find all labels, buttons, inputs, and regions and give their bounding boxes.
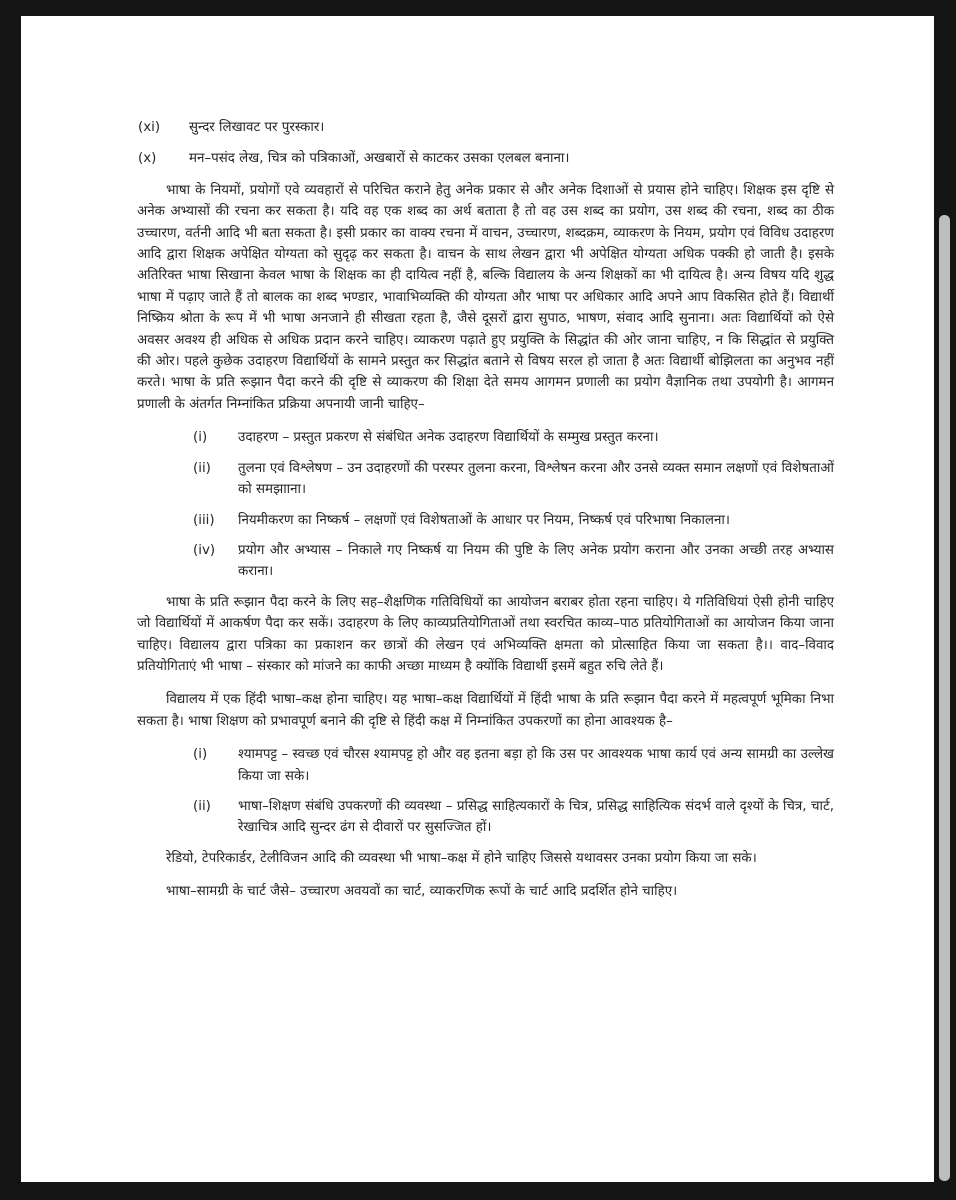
list-text: नियमीकरण का निष्कर्ष – लक्षणों एवं विशेषताओं के आधार पर नियम, निष्कर्ष एवं परिभाषा निकालना। [238,512,730,528]
list-text: श्यामपट्ट – स्वच्छ एवं चौरस श्यामपट्ट हो और वह इतना बड़ा हो कि उस पर आवश्यक भाषा कार्य एवं अन्य सामग्री का उल्लेख किया जा सके। [238,747,834,784]
document-page [21,16,934,1182]
list-item [169,744,834,787]
list-text: प्रयोग और अभ्यास – निकाले गए निष्कर्ष या नियम की पुष्टि के लिए अनेक प्रयोग कराना और उनका अच्छी तरह अभ्यास कराना। [238,542,834,580]
list-number: (ii) [193,798,211,814]
list-number: (ii) [193,460,211,476]
list-item [169,510,834,531]
list-number: (i) [193,747,208,763]
list-text: सुन्दर लिखावट पर पुरस्कार। [189,120,325,135]
paragraph-language-rules: भाषा के नियमों, प्रयोगों एवे व्यवहारों से परिचित कराने हेतु अनेक प्रकार से और अनेक दिशाओं से प्रयास होने चाहिए। शिक्षक इस दृष्टि से अनेक अभ्यासों की रचना कर सकता है। यदि वह एक शब्द का अर्थ बताता है तो वह उस शब्द का प्रयोग, उस शब्द की रचना, शब्द का ठीक उच्चारण, वर्तनी आदि भी बता सकता है। इसी प्रकार का वाक्य रचना में वाचन, उच्चारण, शब्दक्रम, व्याकरण के नियम, प्रयोग एवं विविध उदाहरण आदि द्वारा शिक्षक अपेक्षित योग्यता को सुदृढ़ कर सकता है। वाचन के साथ लेखन द्वारा भी अपेक्षित योग्यता अधिक पक्की हो जाती है। इसके अतिरिक्त भाषा सिखाना केवल भाषा के शिक्षक का ही दायित्व नहीं है, बल्कि विद्यालय के अन्य शिक्षकों का भी दायित्व है। अन्य विषय यदि शुद्ध भाषा में पढ़ाए जाते हैं तो बालक का शब्द भण्डार, भावाभिव्यक्ति की योग्यता और भाषा पर अधिकार आदि अपने आप विकसित होते हैं। विद्यार्थी निष्क्रिय श्रोता के रूप में भी भाषा अनजाने ही सीखता रहता है, जैसे दूसरों द्वारा सुपाठ, भाषण, संवाद आदि सुनाना। अतः विद्यार्थियों को ऐसे अवसर अवश्य ही अधिक से अधिक प्रदान करने चाहिए। व्याकरण पढ़ाते हुए प्रयुक्ति के सिद्धांत की ओर जाना चाहिए, न कि सिद्धांत से प्रयुक्ति की ओर। पहले कुछेक उदाहरण विद्यार्थियों के सामने प्रस्तुत कर सिद्धांत बताने से विषय सरल हो जाता है अतः विद्यार्थी बोझिलता का अनुभव नहीं करते। भाषा के प्रति रूझान पैदा करने की दृष्टि से व्याकरण की शिक्षा देते समय आगमन प्रणाली का प्रयोग वैज्ञानिक तथा उपयोगी है। आगमन प्रणाली के अंतर्गत निम्नांकित प्रक्रिया अपनायी जानी चाहिए– [137,182,834,412]
list-item [169,796,834,839]
inductive-method-list [169,427,834,582]
list-number: (xi) [138,120,161,135]
list-text: मन–पसंद लेख, चित्र को पत्रिकाओं, अखबारों से काटकर उसका एलबल बनाना। [189,151,570,167]
paragraph-co-curricular: भाषा के प्रति रूझान पैदा करने के लिए सह–शैक्षणिक गतिविधियों का आयोजन बराबर होता रहना चाहिए। ये गतिविधियां ऐसी होनी चाहिए जो विद्यार्थियों में आकर्षण पैदा कर सकें। उदाहरण के लिए काव्यप्रतियोगिताओं तथा स्वरचित काव्य–पाठ प्रतियोगिताओं का आयोजन किया जाना चाहिए। विद्यालय द्वारा पत्रिका का प्रकाशन कर छात्रों की लेखन एवं अभिव्यक्ति क्षमता को प्रोत्साहित किया जा सकता है।। वाद–विवाद प्रतियोगिताएं भी भाषा – संस्कार को मांजने का काफी अच्छा माध्यम है क्योंकि विद्यार्थी इसमें बहुत रुचि लेते हैं। [137,594,834,674]
paragraph-media-devices: रेडियो, टेपरिकार्डर, टेलीविजन आदि की व्यवस्था भी भाषा–कक्ष में होने चाहिए जिससे यथावसर उनका प्रयोग किया जा सके। [166,850,757,866]
list-number: (iii) [193,512,215,528]
list-item [137,117,834,138]
vertical-scrollbar[interactable] [939,215,950,1181]
list-item [169,427,834,448]
list-text: उदाहरण – प्रस्तुत प्रकरण से संबंधित अनेक उदाहरण विद्यार्थियों के सम्मुख प्रस्तुत करना। [238,430,659,446]
page-content [137,117,834,915]
equipment-list [169,744,834,839]
list-item [169,458,834,501]
paragraph-language-room: विद्यालय में एक हिंदी भाषा–कक्ष होना चाहिए। यह भाषा–कक्ष विद्यार्थियों में हिंदी भाषा के प्रति रूझान पैदा करने में महत्वपूर्ण भूमिका निभा सकता है। भाषा शिक्षण को प्रभावपूर्ण बनाने की दृष्टि से हिंदी कक्ष में निम्नांकित उपकरणों का होना आवश्यक है– [137,692,834,729]
list-text: भाषा–शिक्षण संबंधि उपकरणों की व्यवस्था – प्रसिद्ध साहित्यकारों के चित्र, प्रसिद्ध साहित्यिक संदर्भ वाले दृश्यों के चित्र, चार्ट, रेखाचित्र आदि सुन्दर ढंग से दीवारों पर सुसज्जित हों। [238,798,834,836]
list-item [169,540,834,583]
list-text: तुलना एवं विश्लेषण – उन उदाहरणों की परस्पर तुलना करना, विश्लेषन करना और उनसे व्यक्त समान लक्षणों एवं विशेषताओं को समझााना। [238,460,834,498]
list-number: (x) [138,151,157,167]
list-number: (i) [193,430,208,446]
paragraph-charts: भाषा–सामग्री के चार्ट जैसे– उच्चारण अवयवों का चार्ट, व्याकरणिक रूपों के चार्ट आदि प्रदर्शित होने चाहिए। [166,884,678,900]
prize-list [137,117,834,170]
list-item [137,148,834,169]
list-number: (iv) [193,542,216,558]
